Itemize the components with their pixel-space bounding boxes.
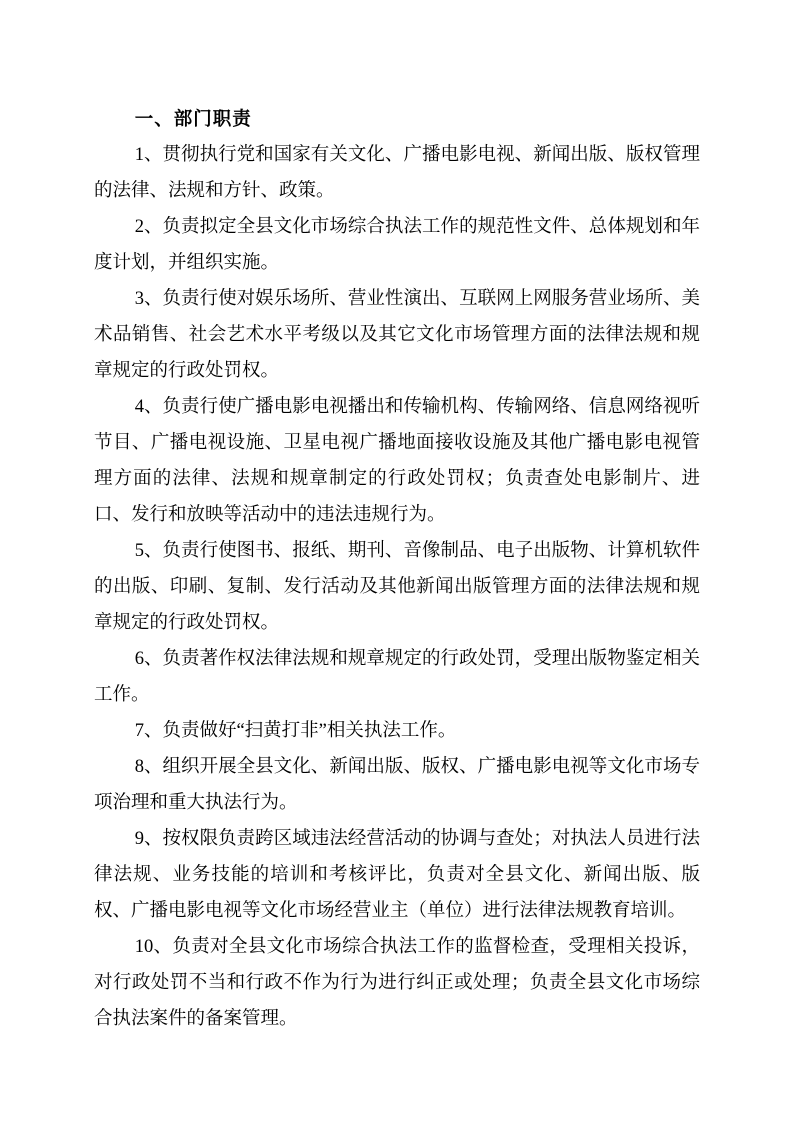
paragraph-9: 9、按权限负责跨区域违法经营活动的协调与查处；对执法人员进行法律法规、业务技能的培训和考核评比，负责对全县文化、新闻出版、版权、广播电影电视等文化市场经营业主（单位）进行法律法规教育培训。: [94, 829, 700, 921]
paragraph-4: 4、负责行使广播电影电视播出和传输机构、传输网络、信息网络视听节目、广播电视设施、卫星电视广播地面接收设施及其他广播电影电视管理方面的法律、法规和规章制定的行政处罚权；负责查处电影制片、进口、发行和放映等活动中的违法违规行为。: [94, 397, 700, 525]
paragraph-1: 1、贯彻执行党和国家有关文化、广播电影电视、新闻出版、版权管理的法律、法规和方针、政策。: [94, 145, 700, 201]
paragraph-3: 3、负责行使对娱乐场所、营业性演出、互联网上网服务营业场所、美术品销售、社会艺术水平考级以及其它文化市场管理方面的法律法规和规章规定的行政处罚权。: [94, 289, 700, 381]
paragraph-6: 6、负责著作权法律法规和规章规定的行政处罚，受理出版物鉴定相关工作。: [94, 649, 700, 705]
paragraph-8: 8、组织开展全县文化、新闻出版、版权、广播电影电视等文化市场专项治理和重大执法行为。: [94, 757, 700, 813]
paragraph-5: 5、负责行使图书、报纸、期刊、音像制品、电子出版物、计算机软件的出版、印刷、复制、发行活动及其他新闻出版管理方面的法律法规和规章规定的行政处罚权。: [94, 541, 700, 633]
paragraph-2: 2、负责拟定全县文化市场综合执法工作的规范性文件、总体规划和年度计划，并组织实施。: [94, 217, 700, 273]
paragraph-7: 7、负责做好“扫黄打非”相关执法工作。: [134, 721, 457, 741]
paragraph-10: 10、负责对全县文化市场综合执法工作的监督检查，受理相关投诉，对行政处罚不当和行政不作为行为进行纠正或处理；负责全县文化市场综合执法案件的备案管理。: [94, 937, 700, 1029]
section-title: 一、部门职责: [134, 108, 252, 129]
